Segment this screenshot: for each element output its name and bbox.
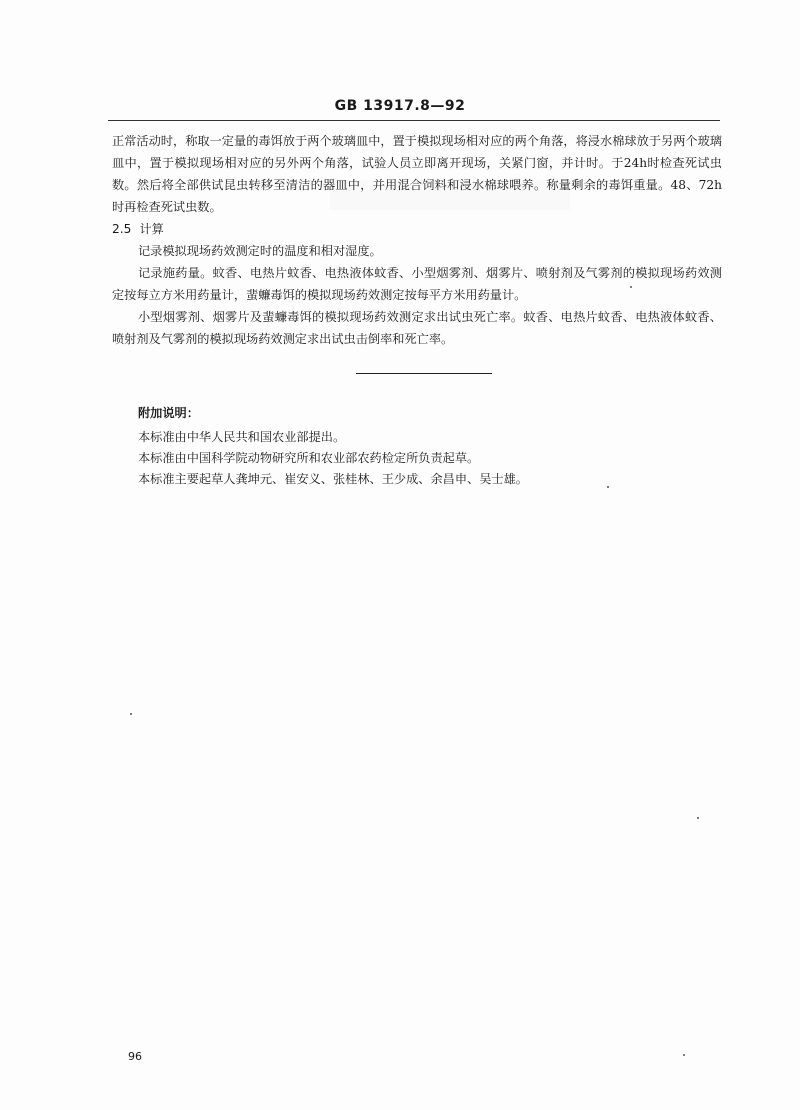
notes-line-drafters: 本标准主要起草人龚坤元、崔安义、张桂林、王少成、余昌申、吴士雄。 [138, 472, 528, 486]
page-number: 96 [128, 1050, 142, 1063]
scan-speck [607, 486, 609, 488]
paragraph-procedure: 正常活动时，称取一定量的毒饵放于两个玻璃皿中，置于模拟现场相对应的两个角落，将浸水棉球放于另两个玻璃皿中，置于模拟现场相对应的另外两个角落，试验人员立即离开现场，关紧门窗，并计时。于24h时检查死试虫数。然后将全部供试昆虫转移至清洁的器皿中，并用混合饲料和浸水棉球喂养。称量剩余的毒饵重量。48、72h时再检查死试虫数。 [112, 134, 722, 214]
notes-line-drafters-org: 本标准由中国科学院动物研究所和农业部农药检定所负责起草。 [138, 451, 480, 465]
scan-speck [683, 1054, 685, 1056]
paragraph-record-conditions: 记录模拟现场药效测定时的温度和相对湿度。 [138, 244, 382, 258]
notes-title: 附加说明： [138, 406, 199, 420]
scan-speck [697, 817, 699, 819]
scan-speck [130, 713, 132, 715]
section-heading [112, 218, 164, 240]
paragraph-calculate-rates: 小型烟雾剂、烟雾片及蜚蠊毒饵的模拟现场药效测定求出试虫死亡率。蚊香、电热片蚊香、电热液体蚊香、喷射剂及气雾剂的模拟现场药效测定求出试虫击倒率和死亡率。 [112, 310, 722, 346]
scan-speck [630, 286, 632, 288]
paragraph-record-dosage: 记录施药量。蚊香、电热片蚊香、电热液体蚊香、小型烟雾剂、烟雾片、喷射剂及气雾剂的模拟现场药效测定按每立方米用药量计，蜚蠊毒饵的模拟现场药效测定按每平方米用药量计。 [112, 266, 722, 302]
header-rule [108, 120, 720, 121]
end-of-text-rule [356, 373, 492, 374]
standard-code-header: GB 13917.8—92 [334, 98, 466, 114]
section-title: 计算 [139, 222, 164, 236]
notes-line-proposer: 本标准由中华人民共和国农业部提出。 [138, 430, 346, 444]
section-number: 2.5 [112, 222, 132, 236]
